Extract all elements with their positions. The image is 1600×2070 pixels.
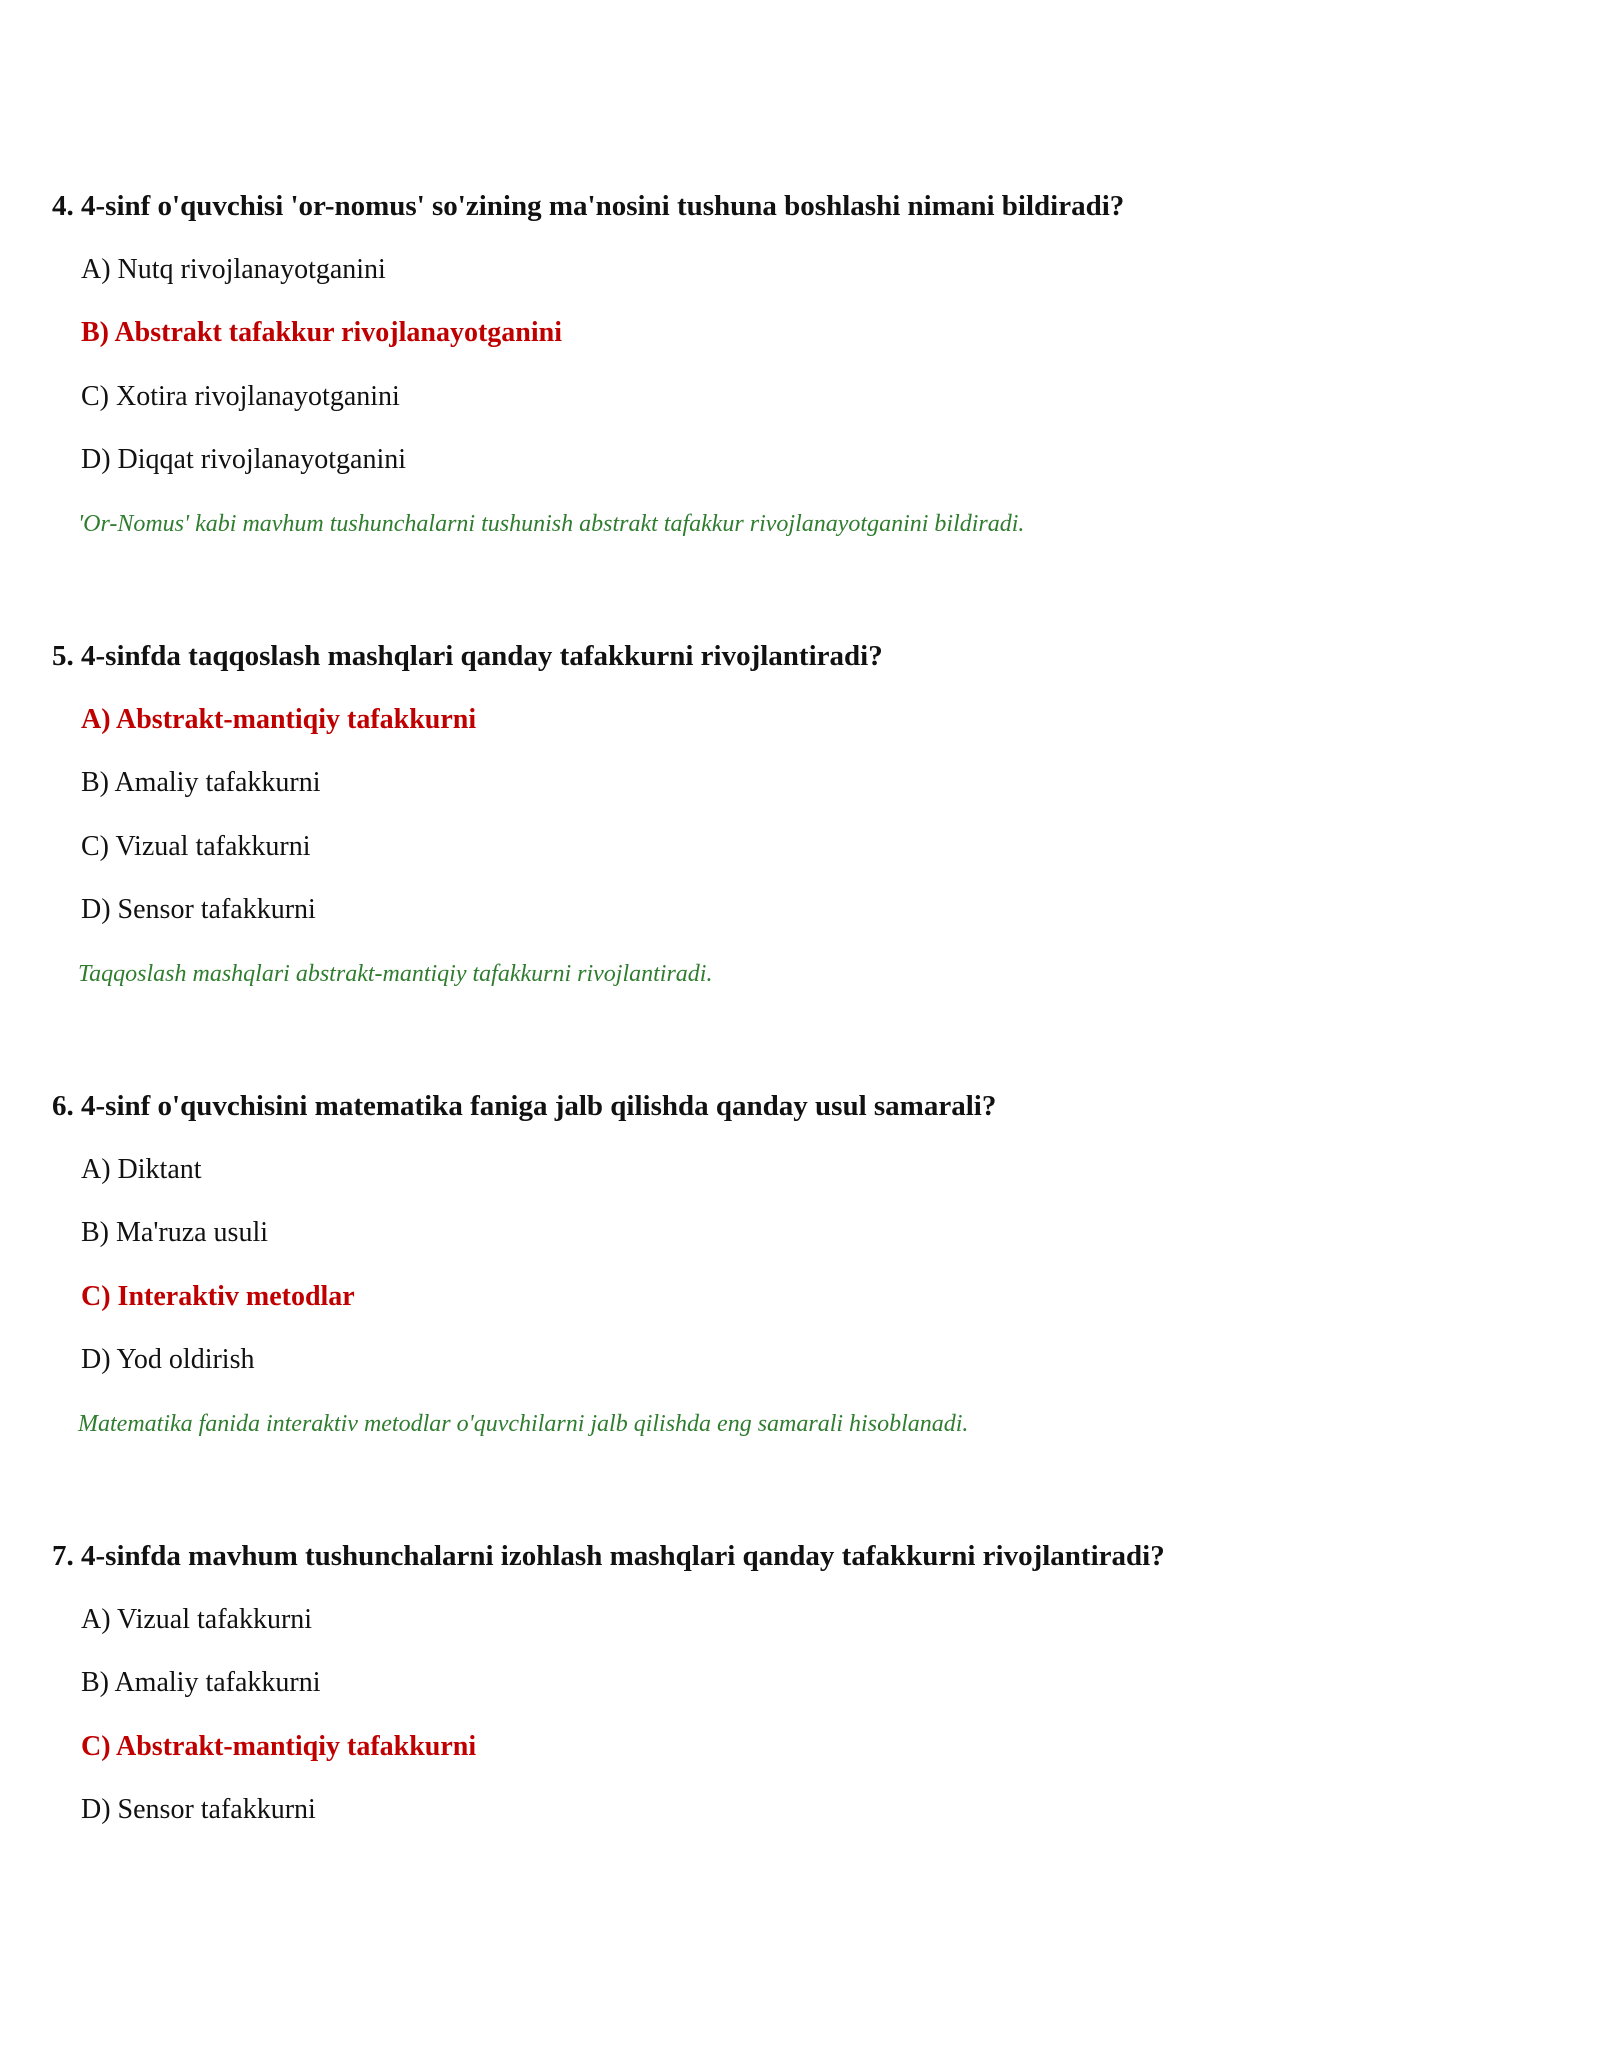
option-d: D) Yod oldirish — [81, 1344, 255, 1375]
explanation-text: Taqqoslash mashqlari abstrakt-mantiqiy tafakkurni rivojlantiradi. — [78, 961, 713, 987]
option-d: D) Diqqat rivojlanayotganini — [81, 444, 407, 475]
option-b: B) Amaliy tafakkurni — [81, 1667, 321, 1698]
option-b: B) Ma'ruza usuli — [81, 1217, 269, 1248]
question-text: 6. 4-sinf o'quvchisini matematika faniga jalb qilishda qanday usul samarali? — [52, 1090, 997, 1122]
option-b: B) Amaliy tafakkurni — [81, 767, 321, 798]
option-c-correct: C) Abstrakt-mantiqiy tafakkurni — [81, 1731, 477, 1762]
question-text: 7. 4-sinfda mavhum tushunchalarni izohlash mashqlari qanday tafakkurni rivojlantiradi? — [52, 1540, 1165, 1572]
option-c-correct: C) Interaktiv metodlar — [81, 1281, 355, 1312]
option-d: D) Sensor tafakkurni — [81, 1794, 316, 1825]
option-c: C) Vizual tafakkurni — [81, 831, 311, 862]
explanation-text: Matematika fanida interaktiv metodlar o'quvchilarni jalb qilishda eng samarali hisoblanadi. — [78, 1411, 969, 1437]
option-a: A) Diktant — [81, 1154, 202, 1185]
question-block — [52, 1088, 1552, 1448]
question-block — [52, 188, 1552, 548]
option-a-correct: A) Abstrakt-mantiqiy tafakkurni — [81, 704, 477, 735]
option-a: A) Vizual tafakkurni — [81, 1604, 313, 1635]
question-block — [52, 638, 1552, 998]
option-d: D) Sensor tafakkurni — [81, 894, 316, 925]
question-text: 4. 4-sinf o'quvchisi 'or-nomus' so'zining ma'nosini tushuna boshlashi nimani bildiradi? — [52, 190, 1125, 222]
question-text: 5. 4-sinfda taqqoslash mashqlari qanday tafakkurni rivojlantiradi? — [52, 640, 883, 672]
question-block — [52, 1538, 1552, 1858]
explanation-text: 'Or-Nomus' kabi mavhum tushunchalarni tushunish abstrakt tafakkur rivojlanayotganini bildiradi. — [78, 511, 1025, 537]
option-b-correct: B) Abstrakt tafakkur rivojlanayotganini — [81, 317, 562, 348]
option-a: A) Nutq rivojlanayotganini — [81, 254, 386, 285]
option-c: C) Xotira rivojlanayotganini — [81, 381, 400, 412]
